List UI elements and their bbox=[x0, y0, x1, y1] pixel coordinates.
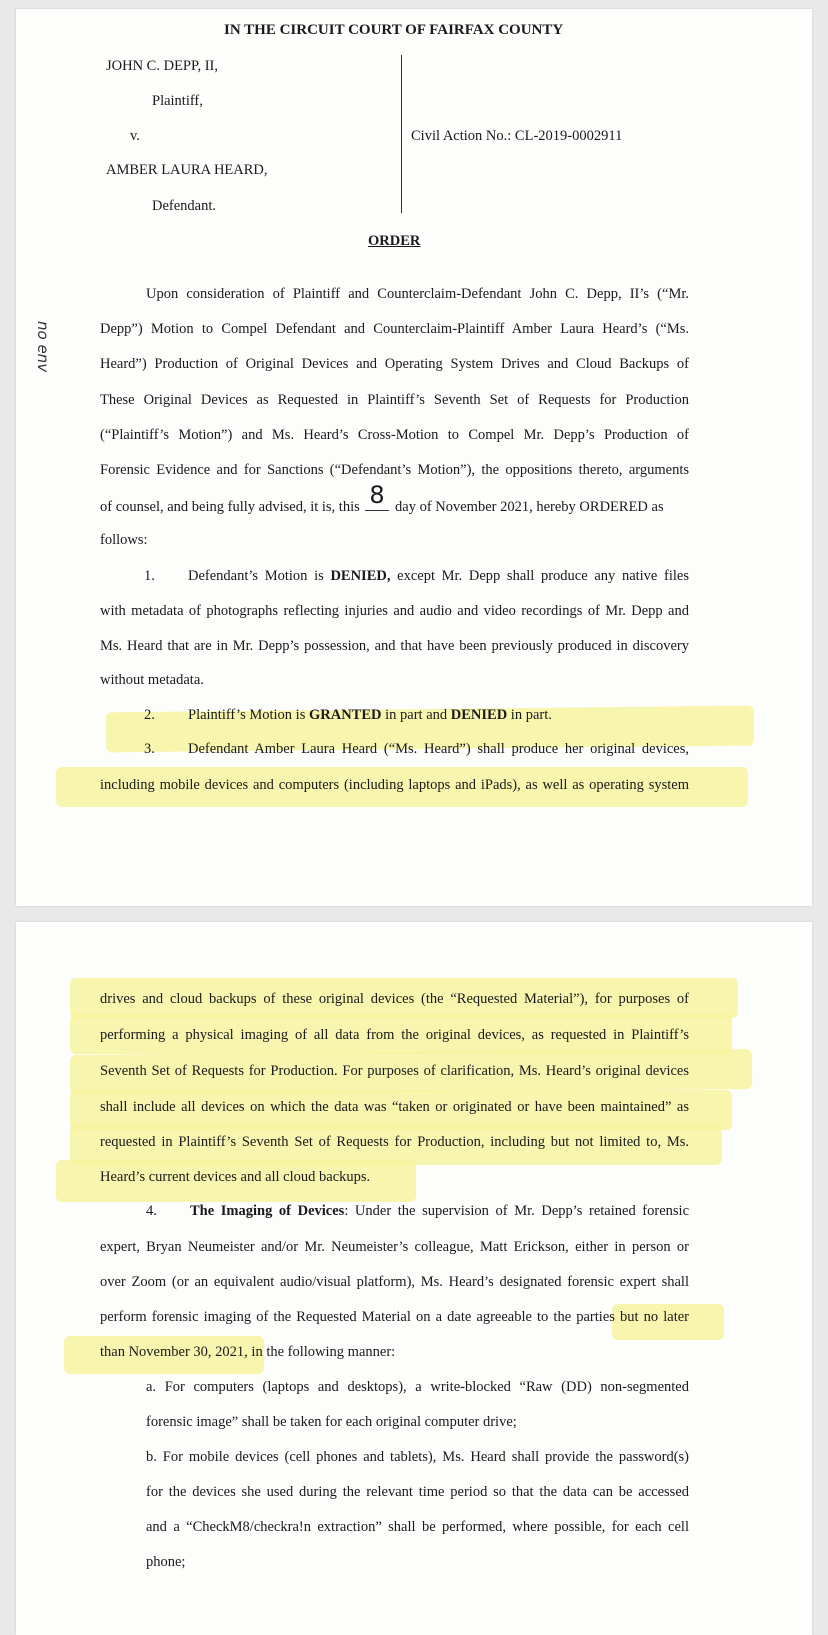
p2-line-1: drives and cloud backups of these original devices (the “Requested Material”), for purposes of bbox=[100, 991, 689, 1007]
document-page-1 bbox=[16, 9, 812, 906]
order-title: ORDER bbox=[368, 233, 421, 249]
handwritten-margin-note: no env bbox=[34, 321, 52, 373]
body-line-1: Upon consideration of Plaintiff and Counterclaim-Defendant John C. Depp, II’s (“Mr. bbox=[146, 286, 689, 302]
handwritten-day: 8 bbox=[369, 481, 385, 509]
item4-line-2: expert, Bryan Neumeister and/or Mr. Neumeister’s colleague, Matt Erickson, either in person or bbox=[100, 1239, 689, 1255]
document-page-2 bbox=[16, 922, 812, 1635]
body-line-2: Depp”) Motion to Compel Defendant and Counterclaim-Plaintiff Amber Laura Heard’s (“Ms. bbox=[100, 321, 689, 337]
item1-denied: DENIED, bbox=[330, 568, 391, 584]
sub-b-line-3: and a “CheckM8/checkra!n extraction” shall be performed, where possible, for each cell bbox=[146, 1519, 689, 1535]
sub-b-line-4: phone; bbox=[146, 1554, 186, 1570]
p2-line-3: Seventh Set of Requests for Production. For purposes of clarification, Ms. Heard’s original devices bbox=[100, 1063, 689, 1079]
item1-text-c: except Mr. Depp shall produce any native files bbox=[397, 568, 689, 584]
body-line-5: (“Plaintiff’s Motion”) and Ms. Heard’s Cross-Motion to Compel Mr. Depp’s Production of bbox=[100, 427, 689, 443]
versus: v. bbox=[130, 128, 140, 144]
body-line-4: These Original Devices as Requested in Plaintiff’s Seventh Set of Requests for Production bbox=[100, 392, 689, 408]
p2-line-5: requested in Plaintiff’s Seventh Set of Requests for Production, including but not limited to, Ms. bbox=[100, 1134, 689, 1150]
plaintiff-name: JOHN C. DEPP, II, bbox=[106, 58, 218, 74]
case-number: Civil Action No.: CL-2019-0002911 bbox=[411, 128, 623, 144]
p2-line-4: shall include all devices on which the data was “taken or originated or have been maintained” as bbox=[100, 1099, 689, 1115]
item3-line-1: Defendant Amber Laura Heard (“Ms. Heard”) shall produce her original devices, bbox=[188, 741, 689, 757]
p2-line-2: performing a physical imaging of all data from the original devices, as requested in Plaintiff’s bbox=[100, 1027, 689, 1043]
item4-number: 4. bbox=[146, 1203, 157, 1219]
date-blank bbox=[365, 481, 389, 511]
item4-heading: The Imaging of Devices bbox=[190, 1203, 345, 1219]
item2-line bbox=[188, 706, 552, 724]
item1-first-line bbox=[188, 567, 689, 585]
p2-line-6: Heard’s current devices and all cloud backups. bbox=[100, 1169, 371, 1185]
item2-text-c: in part and bbox=[385, 707, 448, 723]
item3-number: 3. bbox=[144, 741, 155, 757]
item2-granted: GRANTED bbox=[308, 707, 382, 723]
body-line-3: Heard”) Production of Original Devices and Operating System Drives and Cloud Backups of bbox=[100, 356, 689, 372]
item2-number: 2. bbox=[144, 707, 155, 723]
defendant-role: Defendant. bbox=[152, 198, 217, 214]
body-line-7-after: day of November 2021, hereby ORDERED as bbox=[395, 499, 664, 515]
body-line-7 bbox=[100, 481, 664, 516]
item1-number: 1. bbox=[144, 568, 155, 584]
item4-line-4: perform forensic imaging of the Requested Material on a date agreeable to the parties but no later bbox=[100, 1309, 689, 1325]
item2-text-a: Plaintiff’s Motion is bbox=[188, 707, 306, 723]
item1-line-4: without metadata. bbox=[100, 672, 204, 688]
court-title: IN THE CIRCUIT COURT OF FAIRFAX COUNTY bbox=[224, 22, 564, 38]
body-line-6: Forensic Evidence and for Sanctions (“Defendant’s Motion”), the oppositions thereto, arguments bbox=[100, 462, 689, 478]
caption-divider bbox=[401, 55, 402, 213]
item1-line-3: Ms. Heard that are in Mr. Depp’s possession, and that have been previously produced in discovery bbox=[100, 638, 689, 654]
item3-line-2: including mobile devices and computers (including laptops and iPads), as well as operating system bbox=[100, 777, 689, 793]
item4-text: : Under the supervision of Mr. Depp’s retained forensic bbox=[344, 1203, 690, 1219]
body-line-7-before: of counsel, and being fully advised, it is, this bbox=[100, 499, 360, 515]
item4-line-3: over Zoom (or an equivalent audio/visual platform), Ms. Heard’s designated forensic expert shall bbox=[100, 1274, 689, 1290]
defendant-name: AMBER LAURA HEARD, bbox=[106, 162, 268, 178]
item1-text-a: Defendant’s Motion is bbox=[188, 568, 324, 584]
sub-b-line-1: b. For mobile devices (cell phones and tablets), Ms. Heard shall provide the password(s) bbox=[146, 1449, 689, 1465]
item2-text-e: in part. bbox=[510, 707, 552, 723]
sub-a-line-1: a. For computers (laptops and desktops), a write-blocked “Raw (DD) non-segmented bbox=[146, 1379, 689, 1395]
body-line-8: follows: bbox=[100, 532, 148, 548]
item4-first-line bbox=[190, 1202, 689, 1220]
item2-denied: DENIED bbox=[450, 707, 508, 723]
item4-line-5: than November 30, 2021, in the following manner: bbox=[100, 1344, 396, 1360]
sub-b-line-2: for the devices she used during the relevant time period so that the data can be accessed bbox=[146, 1484, 689, 1500]
plaintiff-role: Plaintiff, bbox=[152, 93, 203, 109]
sub-a-line-2: forensic image” shall be taken for each original computer drive; bbox=[146, 1414, 517, 1430]
item1-line-2: with metadata of photographs reflecting injuries and audio and video recordings of Mr. Depp and bbox=[100, 603, 689, 619]
